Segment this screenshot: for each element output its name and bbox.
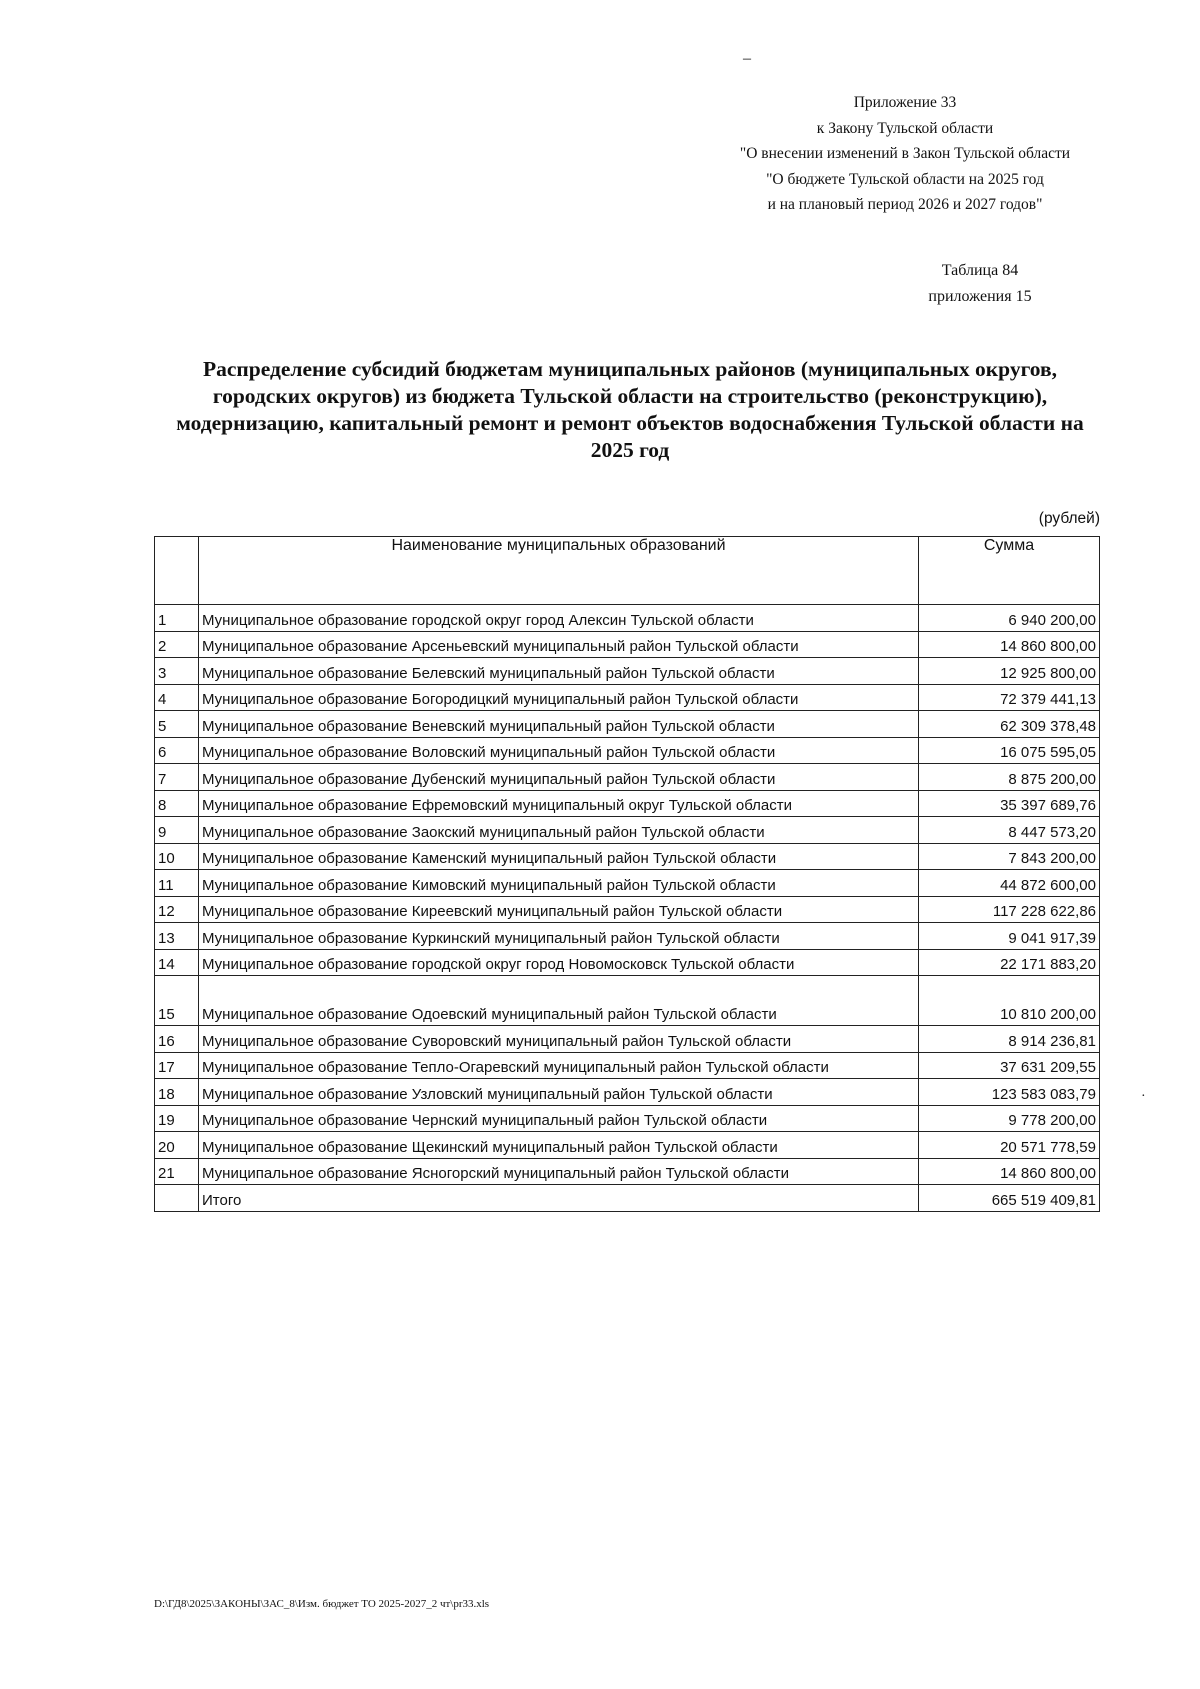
row-amount: 20 571 778,59 bbox=[919, 1132, 1100, 1159]
row-name: Муниципальное образование Щекинский муниципальный район Тульской области bbox=[199, 1132, 919, 1159]
row-number: 9 bbox=[155, 817, 199, 844]
row-amount: 8 875 200,00 bbox=[919, 764, 1100, 791]
row-name: Муниципальное образование Белевский муниципальный район Тульской области bbox=[199, 658, 919, 685]
row-amount: 123 583 083,79 bbox=[919, 1079, 1100, 1106]
table-body bbox=[155, 605, 1100, 1185]
table-row bbox=[155, 711, 1100, 738]
row-name: Муниципальное образование Арсеньевский муниципальный район Тульской области bbox=[199, 631, 919, 658]
row-name: Муниципальное образование Чернский муниципальный район Тульской области bbox=[199, 1105, 919, 1132]
row-number: 1 bbox=[155, 605, 199, 632]
table-row bbox=[155, 605, 1100, 632]
row-number: 5 bbox=[155, 711, 199, 738]
appendix-line: к Закону Тульской области bbox=[816, 119, 994, 137]
table-row bbox=[155, 737, 1100, 764]
row-name: Муниципальное образование Кимовский муниципальный район Тульской области bbox=[199, 870, 919, 897]
row-number: 12 bbox=[155, 896, 199, 923]
row-number: 13 bbox=[155, 923, 199, 950]
table-row bbox=[155, 764, 1100, 791]
row-number: 15 bbox=[155, 976, 199, 1026]
row-name: Муниципальное образование Воловский муниципальный район Тульской области bbox=[199, 737, 919, 764]
row-number: 14 bbox=[155, 949, 199, 976]
appendix-line: "О внесении изменений в Закон Тульской области bbox=[739, 145, 1071, 162]
row-name: Муниципальное образование Ясногорский муниципальный район Тульской области bbox=[199, 1158, 919, 1185]
table-header-row bbox=[155, 537, 1100, 605]
row-number: 2 bbox=[155, 631, 199, 658]
row-name: Муниципальное образование Суворовский муниципальный район Тульской области bbox=[199, 1026, 919, 1053]
table-row bbox=[155, 1105, 1100, 1132]
row-name: Муниципальное образование городской округ город Алексин Тульской области bbox=[199, 605, 919, 632]
table-row bbox=[155, 949, 1100, 976]
stray-mark: – bbox=[743, 50, 751, 67]
row-amount: 14 860 800,00 bbox=[919, 1158, 1100, 1185]
table-row bbox=[155, 843, 1100, 870]
row-name: Муниципальное образование Одоевский муниципальный район Тульской области bbox=[199, 976, 919, 1026]
appendix-header bbox=[700, 90, 1110, 218]
row-name: Муниципальное образование Каменский муниципальный район Тульской области bbox=[199, 843, 919, 870]
row-number: 17 bbox=[155, 1052, 199, 1079]
appendix-number: приложения 15 bbox=[928, 288, 1032, 305]
row-name: Муниципальное образование Веневский муниципальный район Тульской области bbox=[199, 711, 919, 738]
row-amount: 44 872 600,00 bbox=[919, 870, 1100, 897]
header-number bbox=[155, 537, 199, 605]
total-label: Итого bbox=[199, 1185, 919, 1212]
row-amount: 10 810 200,00 bbox=[919, 976, 1100, 1026]
row-name: Муниципальное образование Богородицкий муниципальный район Тульской области bbox=[199, 684, 919, 711]
row-amount: 16 075 595,05 bbox=[919, 737, 1100, 764]
row-number: 3 bbox=[155, 658, 199, 685]
table-row bbox=[155, 976, 1100, 1026]
table-row bbox=[155, 896, 1100, 923]
row-amount: 8 914 236,81 bbox=[919, 1026, 1100, 1053]
row-name: Муниципальное образование городской округ город Новомосковск Тульской области bbox=[199, 949, 919, 976]
header-name: Наименование муниципальных образований bbox=[199, 537, 919, 605]
row-number: 8 bbox=[155, 790, 199, 817]
row-name: Муниципальное образование Куркинский муниципальный район Тульской области bbox=[199, 923, 919, 950]
units-label: (рублей) bbox=[1038, 510, 1100, 527]
table-row bbox=[155, 817, 1100, 844]
row-number: 11 bbox=[155, 870, 199, 897]
row-name: Муниципальное образование Заокский муниципальный район Тульской области bbox=[199, 817, 919, 844]
table-row bbox=[155, 631, 1100, 658]
row-name: Муниципальное образование Узловский муниципальный район Тульской области bbox=[199, 1079, 919, 1106]
table-row bbox=[155, 870, 1100, 897]
table-row bbox=[155, 1052, 1100, 1079]
row-number: 4 bbox=[155, 684, 199, 711]
row-number: 7 bbox=[155, 764, 199, 791]
appendix-line: "О бюджете Тульской области на 2025 год bbox=[766, 170, 1044, 188]
document-title: Распределение субсидий бюджетам муниципальных районов (муниципальных округов, городских округов) из бюджета Тульской области на строительство (реконструкцию), модернизацию, капитальный ремонт и ремонт объектов водоснабжения Тульской области на 2025 год bbox=[176, 357, 1084, 462]
row-amount: 14 860 800,00 bbox=[919, 631, 1100, 658]
row-amount: 8 447 573,20 bbox=[919, 817, 1100, 844]
row-amount: 12 925 800,00 bbox=[919, 658, 1100, 685]
row-name: Муниципальное образование Тепло-Огаревский муниципальный район Тульской области bbox=[199, 1052, 919, 1079]
table-row bbox=[155, 923, 1100, 950]
row-number: 18 bbox=[155, 1079, 199, 1106]
table-row bbox=[155, 1079, 1100, 1106]
row-amount: 62 309 378,48 bbox=[919, 711, 1100, 738]
row-amount: 35 397 689,76 bbox=[919, 790, 1100, 817]
row-amount: 22 171 883,20 bbox=[919, 949, 1100, 976]
appendix-line: Приложение 33 bbox=[853, 94, 957, 111]
row-number: 20 bbox=[155, 1132, 199, 1159]
table-row bbox=[155, 684, 1100, 711]
total-row bbox=[155, 1185, 1100, 1212]
table-row bbox=[155, 1158, 1100, 1185]
row-amount: 117 228 622,86 bbox=[919, 896, 1100, 923]
row-number: 19 bbox=[155, 1105, 199, 1132]
row-name: Муниципальное образование Киреевский муниципальный район Тульской области bbox=[199, 896, 919, 923]
table-reference bbox=[900, 258, 1060, 310]
table-row bbox=[155, 790, 1100, 817]
row-name: Муниципальное образование Ефремовский муниципальный округ Тульской области bbox=[199, 790, 919, 817]
table-row bbox=[155, 658, 1100, 685]
file-path-footer: D:\ГД8\2025\ЗАКОНЫ\ЗАС_8\Изм. бюджет ТО 2025-2027_2 чт\pr33.xls bbox=[154, 1598, 490, 1610]
row-number: 6 bbox=[155, 737, 199, 764]
row-number: 16 bbox=[155, 1026, 199, 1053]
row-number: 21 bbox=[155, 1158, 199, 1185]
appendix-line: и на плановый период 2026 и 2027 годов" bbox=[767, 196, 1043, 213]
stray-dot: · bbox=[1141, 1089, 1146, 1104]
total-amount: 665 519 409,81 bbox=[919, 1185, 1100, 1212]
row-amount: 7 843 200,00 bbox=[919, 843, 1100, 870]
row-amount: 6 940 200,00 bbox=[919, 605, 1100, 632]
table-row bbox=[155, 1132, 1100, 1159]
row-amount: 72 379 441,13 bbox=[919, 684, 1100, 711]
row-amount: 9 041 917,39 bbox=[919, 923, 1100, 950]
row-amount: 37 631 209,55 bbox=[919, 1052, 1100, 1079]
row-name: Муниципальное образование Дубенский муниципальный район Тульской области bbox=[199, 764, 919, 791]
table-number: Таблица 84 bbox=[941, 262, 1019, 279]
row-amount: 9 778 200,00 bbox=[919, 1105, 1100, 1132]
header-sum: Сумма bbox=[919, 537, 1100, 605]
row-number: 10 bbox=[155, 843, 199, 870]
subsidy-table bbox=[154, 536, 1100, 1212]
table-row bbox=[155, 1026, 1100, 1053]
total-number bbox=[155, 1185, 199, 1212]
